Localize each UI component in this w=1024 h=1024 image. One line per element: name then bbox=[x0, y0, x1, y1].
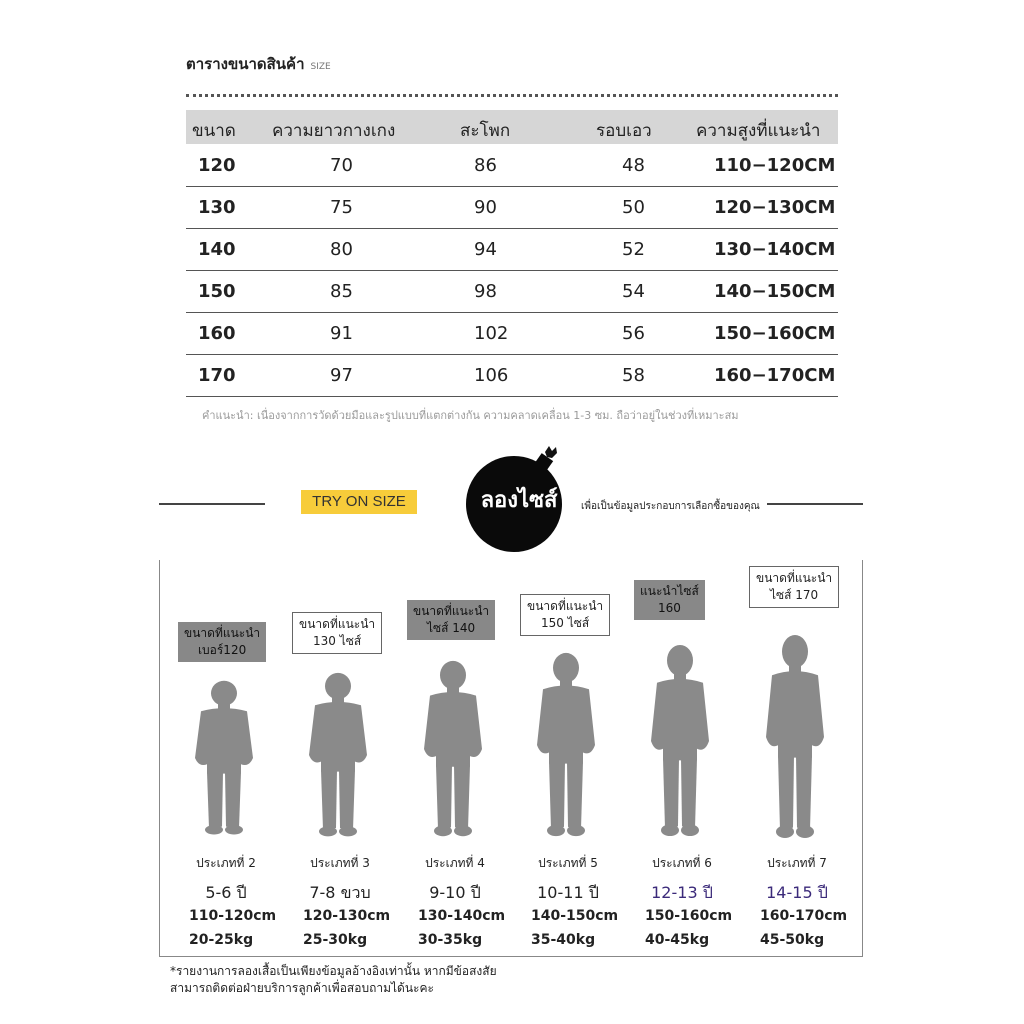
cell-size: 160 bbox=[198, 323, 236, 344]
size-bubble-line: ไซส์ 140 bbox=[426, 621, 476, 635]
cell-waist: 56 bbox=[622, 323, 645, 344]
header-size: ขนาด bbox=[192, 121, 236, 141]
size-chart-title bbox=[186, 52, 331, 76]
cell-size: 120 bbox=[198, 155, 236, 176]
size-bubble-line: 130 ไซส์ bbox=[312, 634, 362, 648]
size-bubble bbox=[520, 594, 610, 636]
try-size-badge-text: ลองไซส์ bbox=[480, 488, 558, 513]
model-type-label: ประเภทที่ 2 bbox=[196, 856, 256, 870]
cell-hip: 90 bbox=[474, 197, 497, 218]
size-bubble-line: ขนาดที่แนะนำ bbox=[756, 571, 833, 585]
cell-pants-length: 70 bbox=[330, 155, 353, 176]
cell-hip: 106 bbox=[474, 365, 509, 386]
cell-hip: 98 bbox=[474, 281, 497, 302]
cell-height: 110−120CM bbox=[714, 155, 836, 176]
size-bubble-line: 160 bbox=[657, 601, 681, 615]
header-pants-length: ความยาวกางเกง bbox=[272, 121, 396, 141]
try-on-size-label: TRY ON SIZE bbox=[301, 490, 417, 514]
model-weight: 40-45kg bbox=[645, 932, 710, 948]
cell-height: 150−160CM bbox=[714, 323, 836, 344]
cell-pants-length: 85 bbox=[330, 281, 353, 302]
header-recommended-height: ความสูงที่แนะนำ bbox=[696, 121, 821, 141]
model-type-label: ประเภทที่ 3 bbox=[310, 856, 370, 870]
dotted-divider bbox=[186, 94, 838, 97]
model-weight: 20-25kg bbox=[189, 932, 254, 948]
size-bubble bbox=[292, 612, 382, 654]
model-weight: 25-30kg bbox=[303, 932, 368, 948]
model-weight: 30-35kg bbox=[418, 932, 483, 948]
try-size-caption: เพื่อเป็นข้อมูลประกอบการเลือกซื้อของคุณ bbox=[581, 501, 760, 512]
child-silhouette-icon bbox=[189, 680, 259, 836]
header-line-right bbox=[767, 503, 863, 505]
table-row bbox=[186, 228, 838, 271]
model-type-label: ประเภทที่ 4 bbox=[425, 856, 485, 870]
size-bubble-line: แนะนำไซส์ bbox=[640, 584, 699, 598]
cell-height: 140−150CM bbox=[714, 281, 836, 302]
cell-height: 130−140CM bbox=[714, 239, 836, 260]
cell-pants-length: 75 bbox=[330, 197, 353, 218]
cell-hip: 94 bbox=[474, 239, 497, 260]
model-weight: 35-40kg bbox=[531, 932, 596, 948]
cell-pants-length: 91 bbox=[330, 323, 353, 344]
cell-pants-length: 97 bbox=[330, 365, 353, 386]
child-silhouette-icon bbox=[418, 660, 488, 838]
table-row bbox=[186, 144, 838, 187]
model-type-label: ประเภทที่ 5 bbox=[538, 856, 598, 870]
cell-size: 170 bbox=[198, 365, 236, 386]
model-type-label: ประเภทที่ 6 bbox=[652, 856, 712, 870]
model-height: 130-140cm bbox=[418, 908, 506, 924]
footer-line-2: สามารถติดต่อฝ่ายบริการลูกค้าเพื่อสอบถามได้นะคะ bbox=[170, 981, 434, 995]
size-chart-subtitle: SIZE bbox=[310, 62, 331, 72]
size-bubble-line: ไซส์ 170 bbox=[769, 588, 819, 602]
cell-size: 130 bbox=[198, 197, 236, 218]
cell-height: 120−130CM bbox=[714, 197, 836, 218]
cell-waist: 58 bbox=[622, 365, 645, 386]
size-bubble bbox=[407, 600, 495, 640]
model-age: 14-15 ปี bbox=[766, 883, 828, 902]
table-row bbox=[186, 354, 838, 397]
table-row bbox=[186, 186, 838, 229]
size-bubble-line: ขนาดที่แนะนำ bbox=[299, 617, 376, 631]
model-age: 12-13 ปี bbox=[651, 883, 713, 902]
header-waist: รอบเอว bbox=[596, 121, 652, 141]
model-height: 110-120cm bbox=[189, 908, 277, 924]
size-bubble-line: ขนาดที่แนะนำ bbox=[184, 626, 261, 640]
size-chart-title-text: ตารางขนาดสินค้า bbox=[186, 55, 305, 73]
header-hip: สะโพก bbox=[460, 121, 511, 141]
header-line-left bbox=[159, 503, 265, 505]
size-bubble-line: ขนาดที่แนะนำ bbox=[413, 604, 490, 618]
cell-hip: 86 bbox=[474, 155, 497, 176]
cell-waist: 52 bbox=[622, 239, 645, 260]
cell-waist: 54 bbox=[622, 281, 645, 302]
model-age: 5-6 ปี bbox=[205, 883, 247, 902]
table-header bbox=[186, 110, 838, 144]
size-bubble-line: เบอร์120 bbox=[197, 643, 247, 657]
table-row bbox=[186, 312, 838, 355]
model-age: 10-11 ปี bbox=[537, 883, 599, 902]
model-height: 150-160cm bbox=[645, 908, 733, 924]
model-weight: 45-50kg bbox=[760, 932, 825, 948]
child-silhouette-icon bbox=[645, 644, 715, 838]
cell-hip: 102 bbox=[474, 323, 509, 344]
size-bubble-line: ขนาดที่แนะนำ bbox=[527, 599, 604, 613]
size-bubble-line: 150 ไซส์ bbox=[540, 616, 590, 630]
model-age: 7-8 ขวบ bbox=[309, 883, 371, 902]
cell-size: 150 bbox=[198, 281, 236, 302]
measurement-note: คำแนะนำ: เนื่องจากการวัดด้วยมือและรูปแบบที่แตกต่างกัน ความคลาดเคลื่อน 1-3 ซม. ถือว่าอยู่ในช่วงที่เหมาะสม bbox=[202, 409, 739, 422]
footer-line-1: *รายงานการลองเสื้อเป็นเพียงข้อมูลอ้างอิงเท่านั้น หากมีข้อสงสัย bbox=[170, 964, 497, 978]
cell-size: 140 bbox=[198, 239, 236, 260]
model-age: 9-10 ปี bbox=[429, 883, 481, 902]
model-height: 140-150cm bbox=[531, 908, 619, 924]
child-silhouette-icon bbox=[531, 652, 601, 838]
size-bubble bbox=[178, 622, 266, 662]
child-silhouette-icon bbox=[760, 634, 830, 840]
size-bubble bbox=[634, 580, 705, 620]
child-silhouette-icon bbox=[303, 672, 373, 838]
size-bubble bbox=[749, 566, 839, 608]
model-height: 120-130cm bbox=[303, 908, 391, 924]
cell-waist: 50 bbox=[622, 197, 645, 218]
table-row bbox=[186, 270, 838, 313]
model-height: 160-170cm bbox=[760, 908, 848, 924]
cell-height: 160−170CM bbox=[714, 365, 836, 386]
cell-pants-length: 80 bbox=[330, 239, 353, 260]
model-type-label: ประเภทที่ 7 bbox=[767, 856, 827, 870]
cell-waist: 48 bbox=[622, 155, 645, 176]
